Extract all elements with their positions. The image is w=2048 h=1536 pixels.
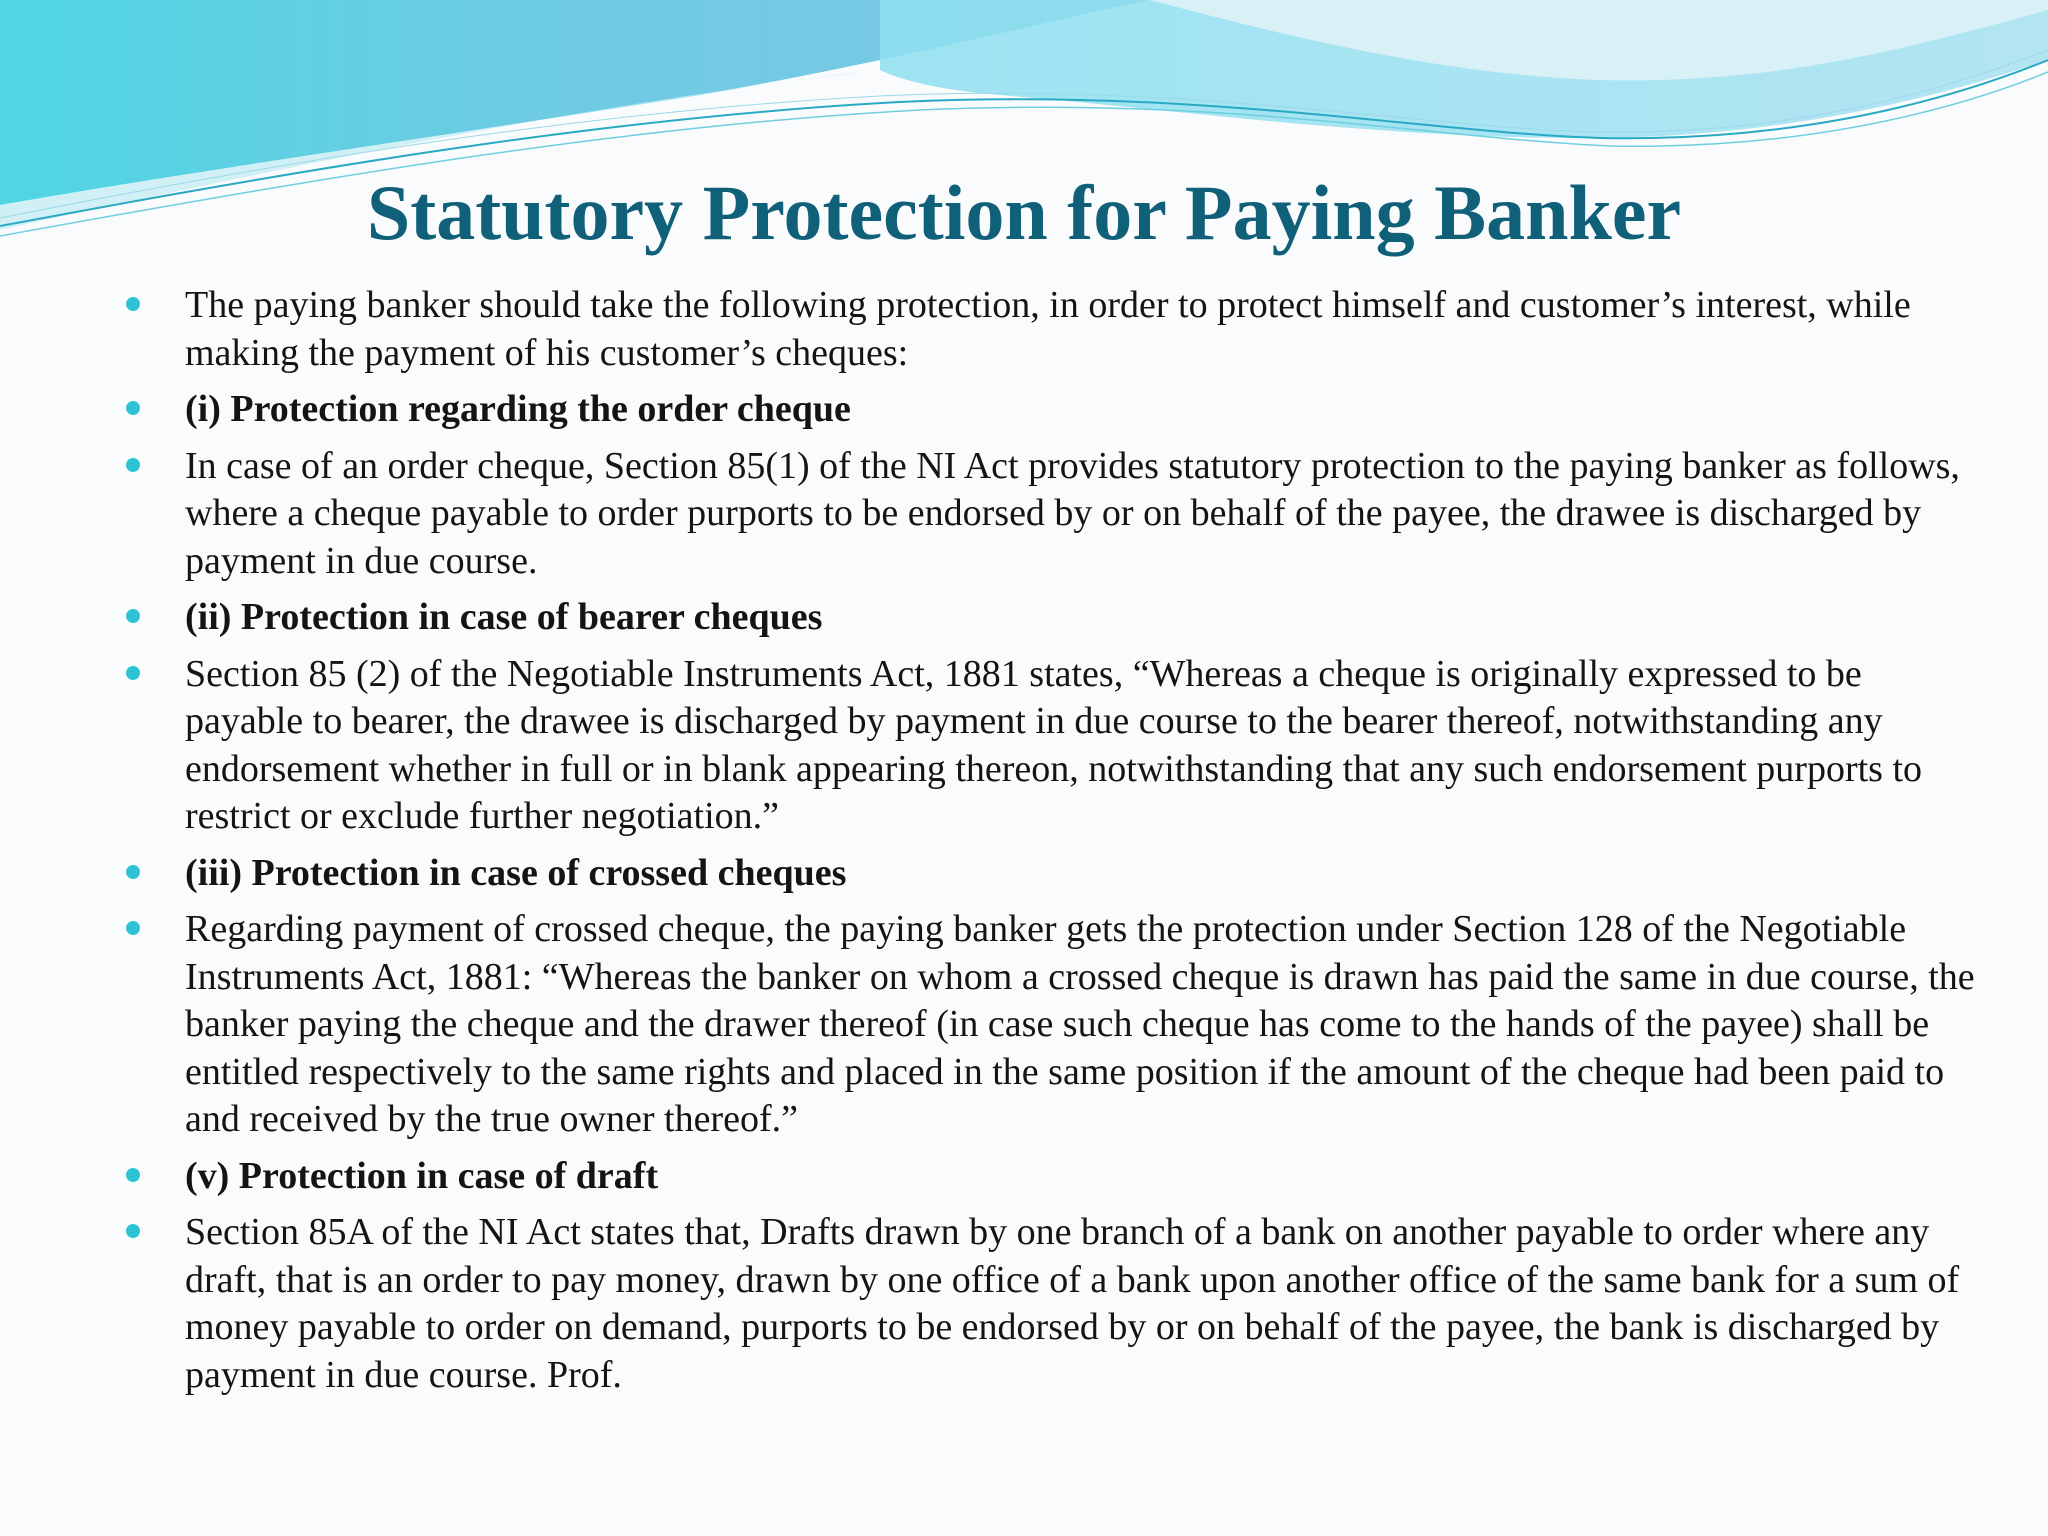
bullet-dot-icon — [126, 1168, 140, 1182]
bullet-dot-icon — [126, 865, 140, 879]
bullet-dot-icon — [126, 401, 140, 415]
bullet-heading-bearer-cheques — [0, 594, 2048, 642]
bullet-item-intro — [0, 282, 2048, 377]
bullet-text: (iii) Protection in case of crossed cheques — [185, 851, 847, 894]
bullet-dot-icon — [126, 1224, 140, 1238]
bullet-list — [0, 282, 2048, 1408]
bullet-heading-crossed-cheques — [0, 850, 2048, 898]
bullet-dot-icon — [126, 666, 140, 680]
bullet-dot-icon — [126, 297, 140, 311]
bullet-heading-order-cheque — [0, 386, 2048, 434]
bullet-text: Section 85 (2) of the Negotiable Instruments Act, 1881 states, “Whereas a cheque is originally expressed to be payable to bearer, the drawee is discharged by payment in due course to the bearer thereof, notwithstanding any endorsement whether in full or in blank appearing thereon, notwithstanding that any such endorsement purports to restrict or exclude further negotiation.” — [185, 652, 1923, 837]
bullet-text: Regarding payment of crossed cheque, the paying banker gets the protection under Section 128 of the Negotiable Instruments Act, 1881: “Whereas the banker on whom a crossed cheque is drawn has paid the same in due course, the banker paying the cheque and the drawer thereof (in case such cheque has come to the hands of the payee) shall be entitled respectively to the same rights and placed in the same position if the amount of the cheque had been paid to and received by the true owner thereof.” — [185, 908, 1975, 1140]
bullet-heading-draft — [0, 1153, 2048, 1201]
bullet-item-order-cheque — [0, 443, 2048, 586]
slide-title: Statutory Protection for Paying Banker — [366, 169, 1682, 256]
bullet-text: (ii) Protection in case of bearer cheques — [185, 596, 823, 638]
bullet-text: (v) Protection in case of draft — [185, 1154, 659, 1197]
bullet-text: (i) Protection regarding the order cheque — [185, 388, 851, 430]
bullet-item-crossed-cheques — [0, 906, 2048, 1144]
bullet-item-bearer-cheques — [0, 651, 2048, 841]
bullet-dot-icon — [126, 609, 140, 623]
bullet-text: Section 85A of the NI Act states that, Drafts drawn by one branch of a bank on another payable to order where any draft, that is an order to pay money, drawn by one office of a bank upon another office of the same bank for a sum of money payable to order on demand, purports to be endorsed by or on behalf of the payee, the bank is discharged by payment in due course. Prof. — [185, 1211, 1960, 1396]
bullet-dot-icon — [126, 921, 140, 935]
bullet-item-draft — [0, 1209, 2048, 1399]
bullet-dot-icon — [126, 458, 140, 472]
bullet-text: The paying banker should take the following protection, in order to protect himself and customer’s interest, while making the payment of his customer’s cheques: — [185, 284, 1911, 374]
bullet-text: In case of an order cheque, Section 85(1) of the NI Act provides statutory protection to the paying banker as follows, where a cheque payable to order purports to be endorsed by or on behalf of the payee, the drawee is discharged by payment in due course. — [185, 444, 1960, 582]
